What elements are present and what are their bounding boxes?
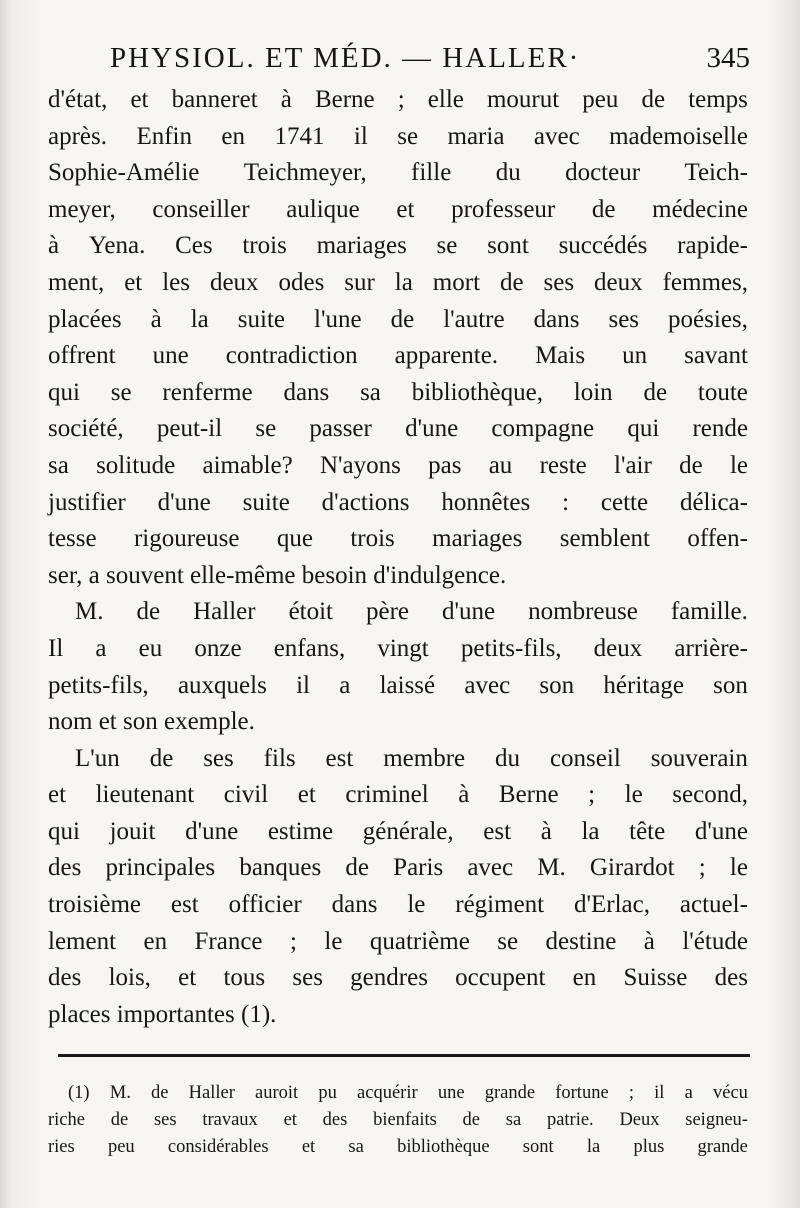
footnote-line: ries peu considérables et sa bibliothèque sont la plus grande [48,1137,748,1157]
text-line: après. Enfin en 1741 il se maria avec mademoiselle [48,122,748,150]
text-line: sa solitude aimable? N'ayons pas au reste l'air de le [48,451,748,479]
text-line: places importantes (1). [48,1000,277,1028]
text-line: des lois, et tous ses gendres occupent en Suisse des [48,964,748,992]
text-line: lement en France ; le quatrième se destine à l'étude [48,927,748,955]
text-line: nom et son exemple. [48,708,255,736]
main-text [48,82,748,1033]
text-line: société, peut-il se passer d'une compagne qui rende [48,415,748,443]
text-line: qui jouit d'une estime générale, est à la tête d'une [48,817,748,845]
text-line: tesse rigoureuse que trois mariages semblent offen- [48,525,748,553]
running-header [110,42,750,82]
text-line: des principales banques de Paris avec M. Girardot ; le [48,854,748,882]
text-line: ser, a souvent elle-même besoin d'indulgence. [48,561,507,589]
running-title: PHYSIOL. ET MÉD. — HALLER· [110,42,581,74]
text-line: à Yena. Ces trois mariages se sont succédés rapide- [48,232,748,260]
text-line: et lieutenant civil et criminel à Berne ; le second, [48,781,748,809]
text-line: meyer, conseiller aulique et professeur de médecine [48,195,748,223]
text-line: justifier d'une suite d'actions honnêtes : cette délica- [48,488,748,516]
text-line: ment, et les deux odes sur la mort de ses deux femmes, [48,268,748,296]
text-line: Il a eu onze enfans, vingt petits-fils, deux arrière- [48,634,748,662]
text-line: placées à la suite l'une de l'autre dans ses poésies, [48,305,748,333]
footnote [48,1080,748,1161]
text-line: Sophie-Amélie Teichmeyer, fille du docteur Teich- [48,159,748,187]
text-line: offrent une contradiction apparente. Mais un savant [48,342,748,370]
text-line: petits-fils, auxquels il a laissé avec son héritage son [48,671,748,699]
text-line: qui se renferme dans sa bibliothèque, loin de toute [48,378,748,406]
footnote-divider [58,1054,750,1057]
text-line: L'un de ses fils est membre du conseil souverain [75,744,748,772]
footnote-line: riche de ses travaux et des bienfaits de sa patrie. Deux seigneu- [48,1110,748,1130]
text-line: d'état, et banneret à Berne ; elle mourut peu de temps [48,86,748,113]
footnote-line: (1) M. de Haller auroit pu acquérir une grande fortune ; il a vécu [68,1083,748,1103]
text-line: troisième est officier dans le régiment d'Erlac, actuel- [48,891,748,919]
page-number: 345 [706,42,750,74]
text-line: M. de Haller étoit père d'une nombreuse famille. [75,598,748,626]
